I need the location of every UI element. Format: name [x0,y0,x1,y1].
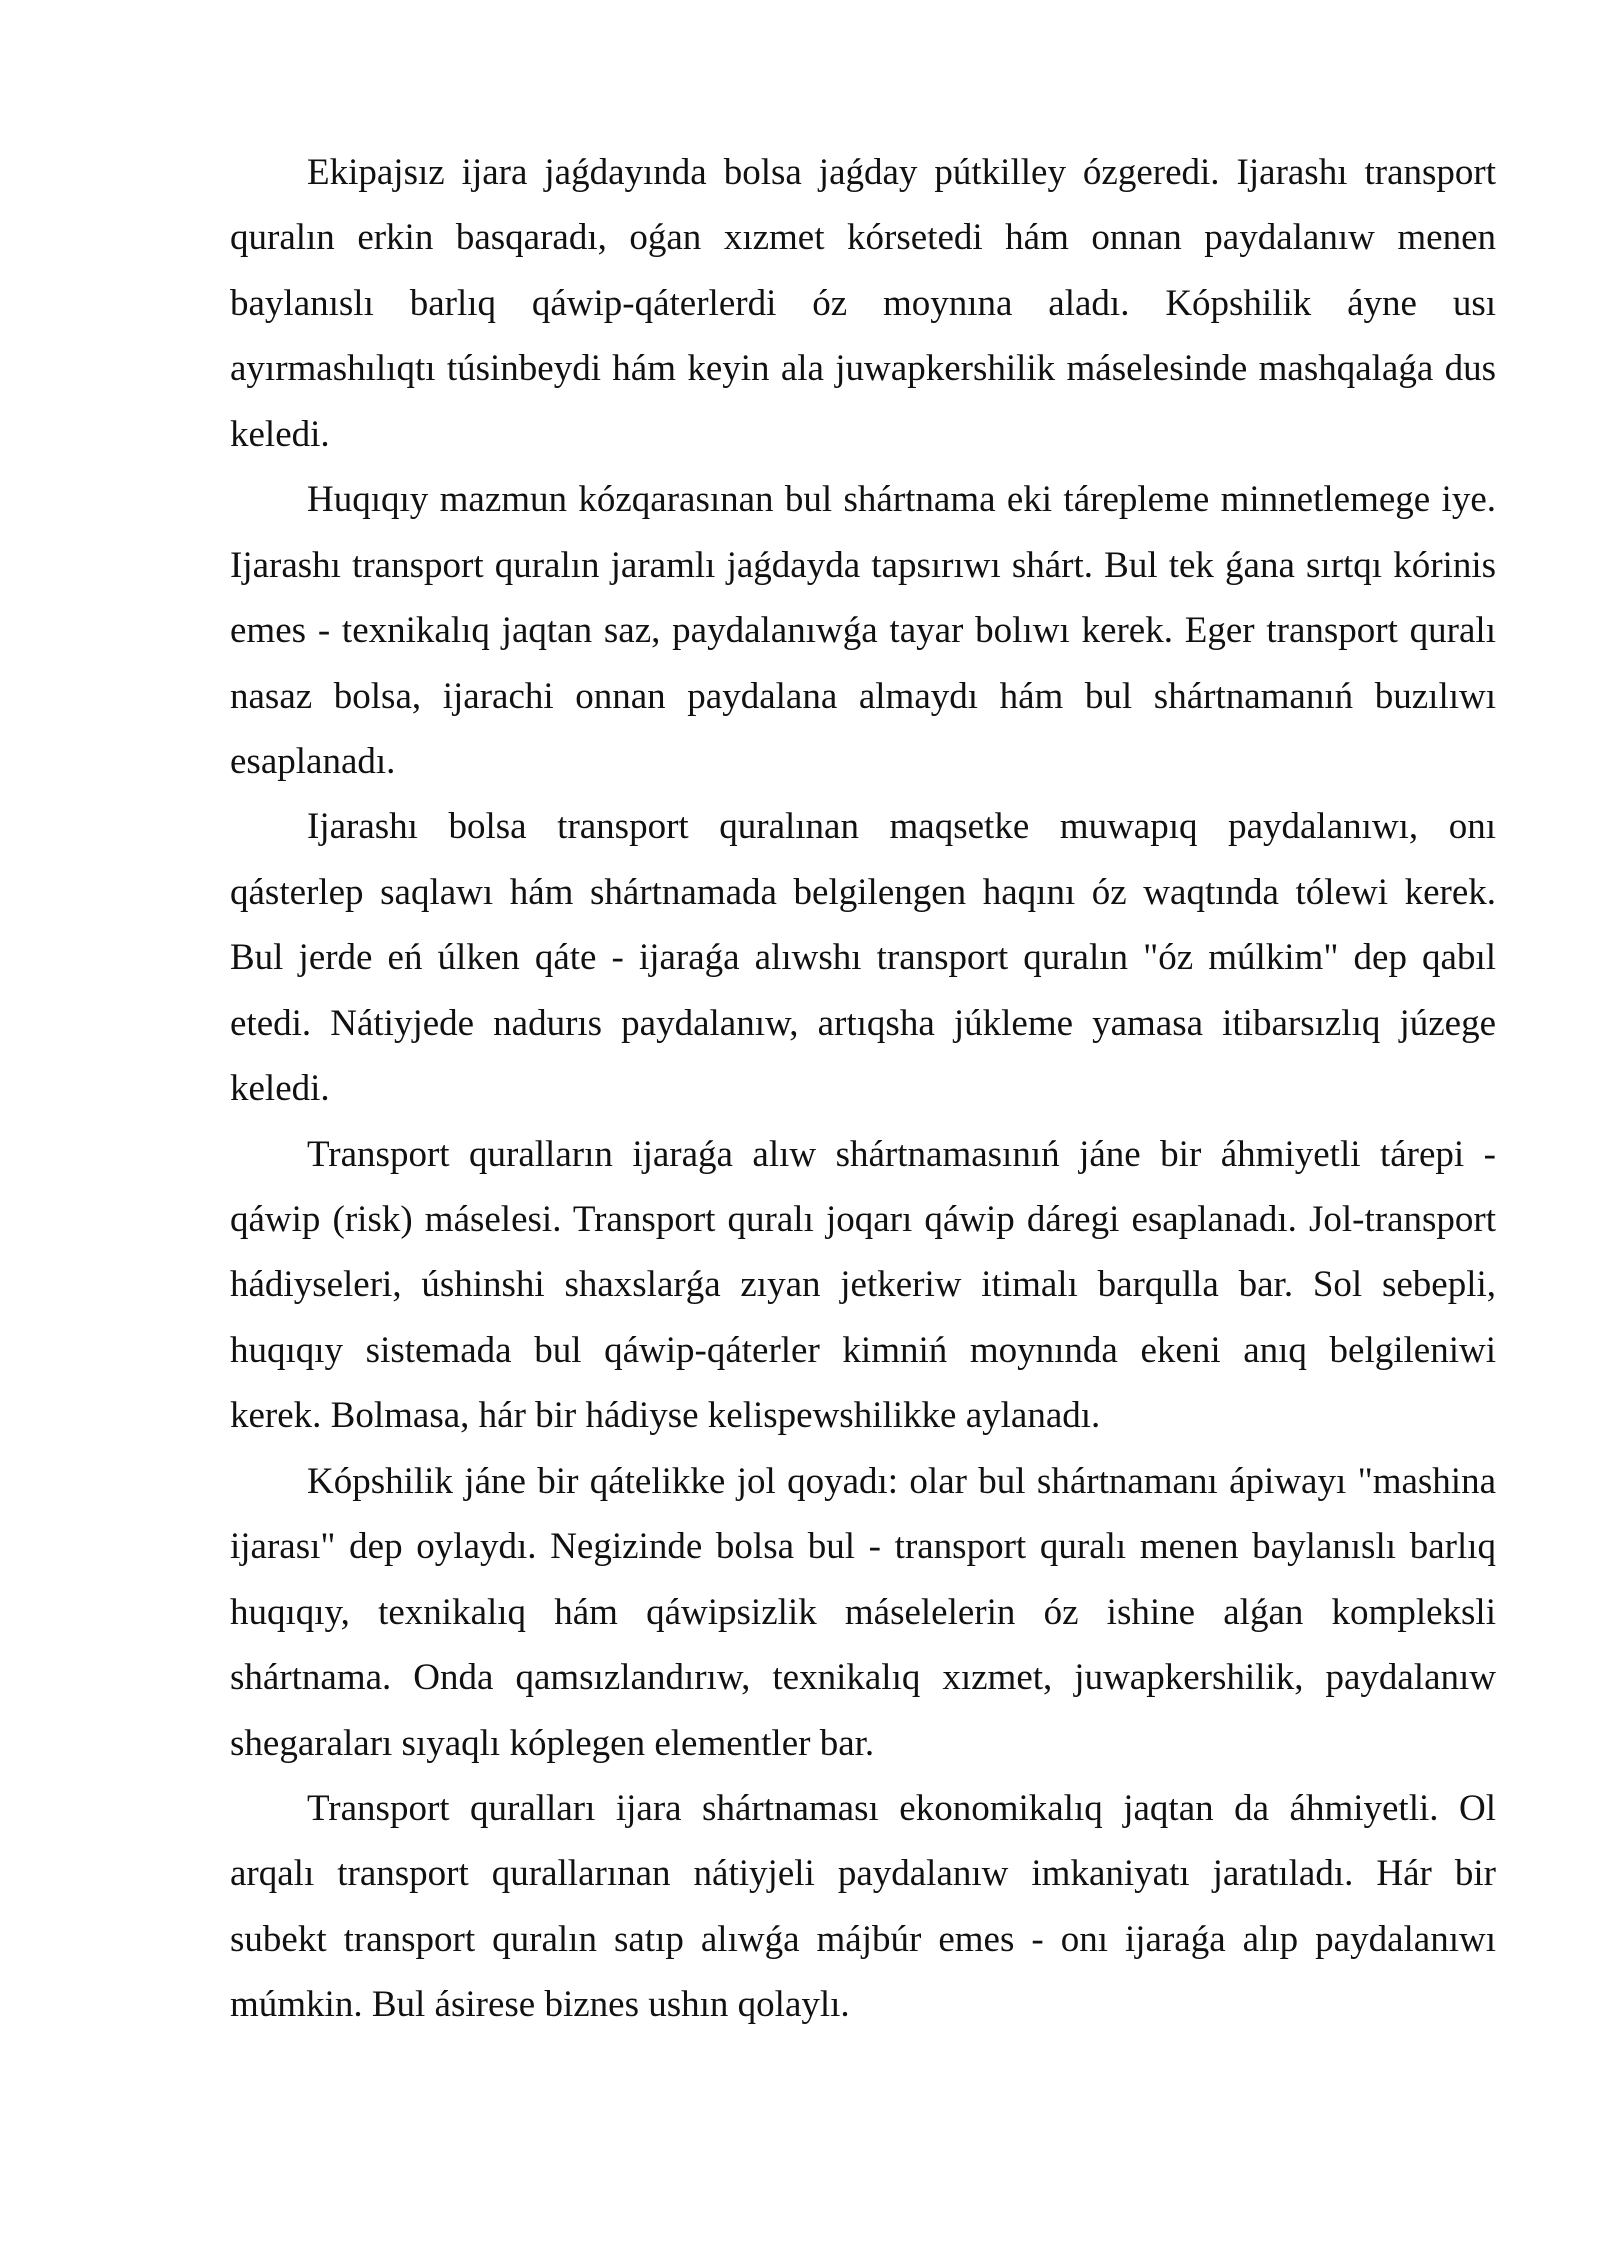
text-line: esaplanadı. [230,740,396,782]
text-line: Transport quralların ijaraǵa alıw shártnamasınıń jáne bir áhmiyetli tárepi - [307,1133,1496,1175]
text-line: keledi. [230,1068,330,1110]
text-line: múmkin. Bul ásirese biznes ushın qolaylı. [230,1984,850,2026]
text-line: Kópshilik jáne bir qátelikke jol qoyadı: olar bul shártnamanı ápiwayı "mashina [307,1460,1496,1502]
text-line: Bul jerde eń úlken qáte - ijaraǵa alıwshı transport quralın "óz múlkim" dep qabıl [230,937,1496,979]
text-line: qásterlep saqlawı hám shártnamada belgilengen haqını óz waqtında tólewi kerek. [230,871,1496,913]
text-line: hádiyseleri, úshinshi shaxslarǵa zıyan jetkeriw itimalı barqulla bar. Sol sebepli, [230,1264,1496,1306]
document-body [230,140,1496,2038]
text-line: baylanıslı barlıq qáwip-qáterlerdi óz moynına aladı. Kópshilik áyne usı [230,282,1496,324]
text-line: huqıqıy sistemada bul qáwip-qáterler kimniń moynında ekeni anıq belgileniwi [230,1329,1496,1371]
text-line: kerek. Bolmasa, hár bir hádiyse kelispewshilikke aylanadı. [230,1395,1101,1437]
text-line: keledi. [230,413,330,455]
paragraph [230,1776,1496,2038]
paragraph [230,794,1496,1121]
paragraph [230,140,1496,467]
text-line: nasaz bolsa, ijarachi onnan paydalana almaydı hám bul shártnamanıń buzılıwı [230,675,1496,717]
text-line: ayırmashılıqtı túsinbeydi hám keyin ala juwapkershilik máselesinde mashqalaǵa dus [230,348,1496,390]
text-line: qáwip (risk) máselesi. Transport quralı joqarı qáwip dáregi esaplanadı. Jol-transport [230,1199,1496,1240]
text-line: etedi. Nátiyjede nadurıs paydalanıw, artıqsha júkleme yamasa itibarsızlıq júzege [230,1002,1496,1044]
paragraph [230,1449,1496,1776]
text-line: arqalı transport qurallarınan nátiyjeli paydalanıw imkaniyatı jaratıladı. Hár bir [230,1853,1496,1895]
paragraph [230,1122,1496,1449]
text-line: quralın erkin basqaradı, oǵan xızmet kórsetedi hám onnan paydalanıw menen [230,217,1496,259]
text-line: Ekipajsız ijara jaǵdayında bolsa jaǵday pútkilley ózgeredi. Ijarashı transport [307,152,1496,193]
text-line: subekt transport quralın satıp alıwǵa májbúr emes - onı ijaraǵa alıp paydalanıwı [230,1918,1496,1960]
text-line: Ijarashı bolsa transport quralınan maqsetke muwapıq paydalanıwı, onı [307,806,1496,848]
paragraph [230,467,1496,794]
text-line: emes - texnikalıq jaqtan saz, paydalanıwǵa tayar bolıwı kerek. Eger transport quralı [230,610,1496,652]
text-line: shegaraları sıyaqlı kóplegen elementler bar. [230,1722,875,1764]
text-line: huqıqıy, texnikalıq hám qáwipsizlik máselelerin óz ishine alǵan kompleksli [230,1591,1496,1633]
text-line: shártnama. Onda qamsızlandırıw, texnikalıq xızmet, juwapkershilik, paydalanıw [230,1657,1496,1699]
text-line: Ijarashı transport quralın jaramlı jaǵdayda tapsırıwı shárt. Bul tek ǵana sırtqı kórinis [230,544,1496,586]
text-line: ijarası" dep oylaydı. Negizinde bolsa bul - transport quralı menen baylanıslı barlıq [230,1526,1496,1568]
text-line: Huqıqıy mazmun kózqarasınan bul shártnama eki tárepleme minnetlemege iye. [307,479,1496,521]
text-line: Transport quralları ijara shártnaması ekonomikalıq jaqtan da áhmiyetli. Ol [307,1787,1496,1829]
